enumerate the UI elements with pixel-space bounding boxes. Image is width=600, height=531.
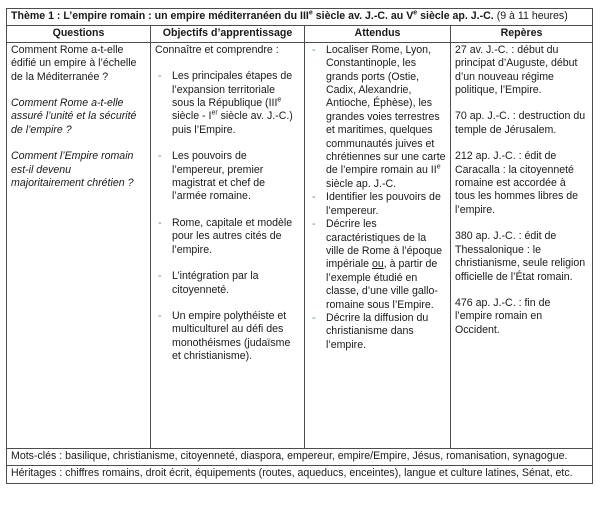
repere-3: 212 ap. J.-C. : édit de Caracalla : la citoyenneté romaine est accordée à tous les hommes libres de l’empire. <box>455 150 579 216</box>
title-sup-2: e <box>413 9 418 17</box>
objectif-item-3: - Rome, capitale et modèle pour les autres cités de l’empire. <box>155 217 300 257</box>
title-sup-1: e <box>308 9 313 17</box>
table-title <box>7 9 593 26</box>
objectif-item-2: - Les pouvoirs de l’empereur, premier magistrat et chef de l’armée romaine. <box>155 150 300 204</box>
attendu-item-2: - Identifier les pouvoirs de l’empereur. <box>309 191 446 218</box>
content-row <box>7 42 593 448</box>
attendus-cell <box>305 42 451 448</box>
heritages: Héritages : chiffres romains, droit écrit, équipements (routes, aqueducs, enceintes), langue et culture latines, Sénat, etc. <box>7 466 593 483</box>
attendu-item-3: - Décrire les caractéristiques de la ville de Rome à l’époque impériale ou, à partir de l’exemple étudié en classe, d’une ville gallo-romaine sous l’Empire. <box>309 218 446 312</box>
title-text-3: siècle ap. J.-C. <box>417 10 494 22</box>
attendu-item-1: - Localiser Rome, Lyon, Constantinople, les grands ports (Ostie, Cadix, Alexandrie, Antioche, Éphèse), les grandes voies terrestres et maritimes, quelques communautés juives et chrétiennes sur une carte de l’empire romain au IIe siècle ap. J.-C. <box>309 44 446 191</box>
objectif-item-4: - L’intégration par la citoyenneté. <box>155 270 300 297</box>
header-attendus: Attendus <box>305 26 451 42</box>
question-3: Comment l’Empire romain est-il devenu majoritairement chrétien ? <box>11 150 134 190</box>
title-text-1: Thème 1 : L’empire romain : un empire méditerranéen du III <box>11 10 309 22</box>
programme-table <box>6 8 593 484</box>
questions-cell <box>7 42 151 448</box>
heritages-row <box>7 466 593 483</box>
header-row <box>7 26 593 42</box>
attendu-item-4: - Décrire la diffusion du christianisme dans l’empire. <box>309 312 446 352</box>
title-row <box>7 9 593 26</box>
objectifs-cell <box>151 42 305 448</box>
repere-2: 70 ap. J.-C. : destruction du temple de Jérusalem. <box>455 110 586 136</box>
question-1: Comment Rome a-t-elle édifié un empire à l’échelle de la Méditerranée ? <box>11 43 137 83</box>
reperes-cell <box>451 42 593 448</box>
objectif-item-1: - Les principales étapes de l’expansion territoriale sous la République (IIIe siècle - Ier siècle av. J.-C.) puis l’Empire. <box>155 70 300 137</box>
objectif-item-5: - Un empire polythéiste et multiculturel au défi des monothéismes (judaïsme et christianisme). <box>155 310 300 364</box>
objectifs-list <box>155 70 300 363</box>
question-2: Comment Rome a-t-elle assuré l’unité et la sécurité de l’empire ? <box>11 97 137 136</box>
title-duration: (9 à 11 heures) <box>493 10 568 22</box>
repere-4: 380 ap. J.-C. : édit de Thessalonique : le christianisme, seule religion officielle de l’État romain. <box>455 230 586 283</box>
repere-1: 27 av. J.-C. : début du principat d’Auguste, début d’un nouveau régime politique, l’Empire. <box>455 43 578 97</box>
title-text-2: siècle av. J.-C. au V <box>312 10 414 22</box>
header-objectifs: Objectifs d’apprentissage <box>151 26 305 42</box>
mots-cles-row <box>7 448 593 465</box>
objectifs-intro: Connaître et comprendre : <box>155 43 279 56</box>
attendus-list <box>309 44 446 352</box>
header-reperes: Repères <box>451 26 593 42</box>
header-questions: Questions <box>7 26 151 42</box>
mots-cles: Mots-clés : basilique, christianisme, citoyenneté, diaspora, empereur, empire/Empire, Jésus, romanisation, synagogue. <box>7 448 593 465</box>
repere-5: 476 ap. J.-C. : fin de l’empire romain en Occident. <box>455 296 551 336</box>
